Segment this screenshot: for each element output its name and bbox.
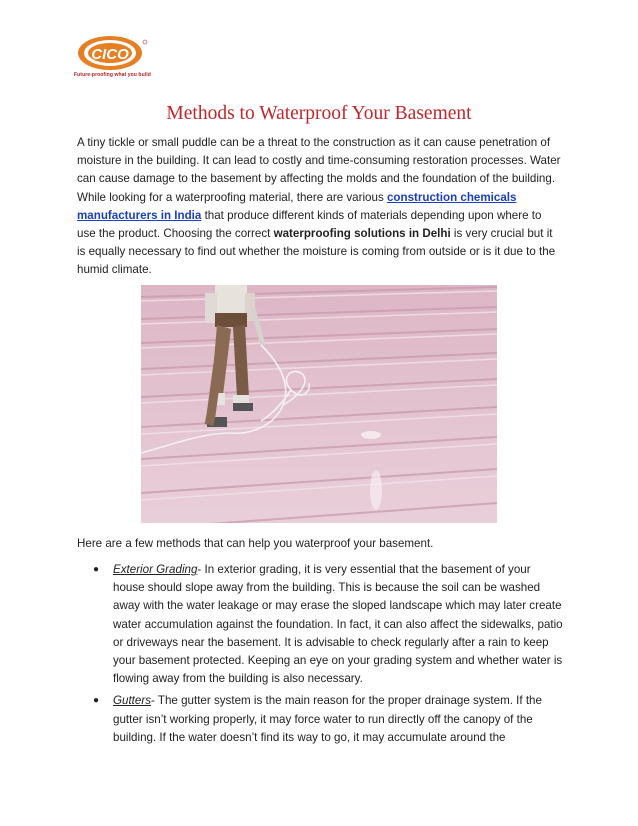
method-text: - In exterior grading, it is very essential that the basement of your house should slope away from the building. This is because the soil can be washed away with the water leakage or may erase the sloped landscape which may later create water accumulation against the foundation. In fact, it can also affect the sidewalks, patio or driveways near the basement. It is advisable to check regularly after a rain to keep your basement protected. Keeping an eye on your grading system and whether water is flowing away from the building is also necessary. [113, 563, 563, 686]
waterproofing-delhi-bold: waterproofing solutions in Delhi [273, 227, 451, 241]
method-term: Exterior Grading [113, 563, 198, 576]
method-text: - The gutter system is the main reason for the proper drainage system. If the gutter isn’t working properly, it may force water to run directly off the canopy of the building. If the water doesn’t find its way to go, it may accumulate around the [113, 694, 542, 744]
methods-intro: Here are a few methods that can help you waterproof your basement. [77, 537, 434, 550]
svg-text:CICO: CICO [91, 46, 129, 63]
construction-chemicals-link[interactable]: construction chemicals manufacturers in India [77, 190, 517, 222]
bullet-icon: ● [93, 564, 100, 575]
roof-waterproofing-photo [141, 285, 497, 523]
intro-text-2: that produce different kinds of materials depending upon where to use the product. Choosing the correct [77, 208, 542, 241]
bullet-icon: ● [93, 695, 100, 707]
methods-list [77, 561, 563, 751]
list-item [77, 561, 563, 688]
list-item [77, 692, 563, 747]
intro-text-1: A tiny tickle or small puddle can be a threat to the construction as it can cause penetration of moisture in the building. It can lead to costly and time-consuming restoration processes. Water can cause damage to the basement by affecting the molds and the foundation of the building. While looking for a waterproofing material, there are various [77, 136, 561, 204]
intro-text-3: is very crucial but it is equally necessary to find out whether the moisture is coming from outside or is it due to the humid climate. [77, 227, 556, 277]
logo-tagline: Future-proofing what you build [74, 72, 151, 78]
page-title: Methods to Waterproof Your Basement [166, 103, 472, 124]
method-term: Gutters [113, 694, 152, 708]
intro-paragraph [77, 134, 563, 280]
